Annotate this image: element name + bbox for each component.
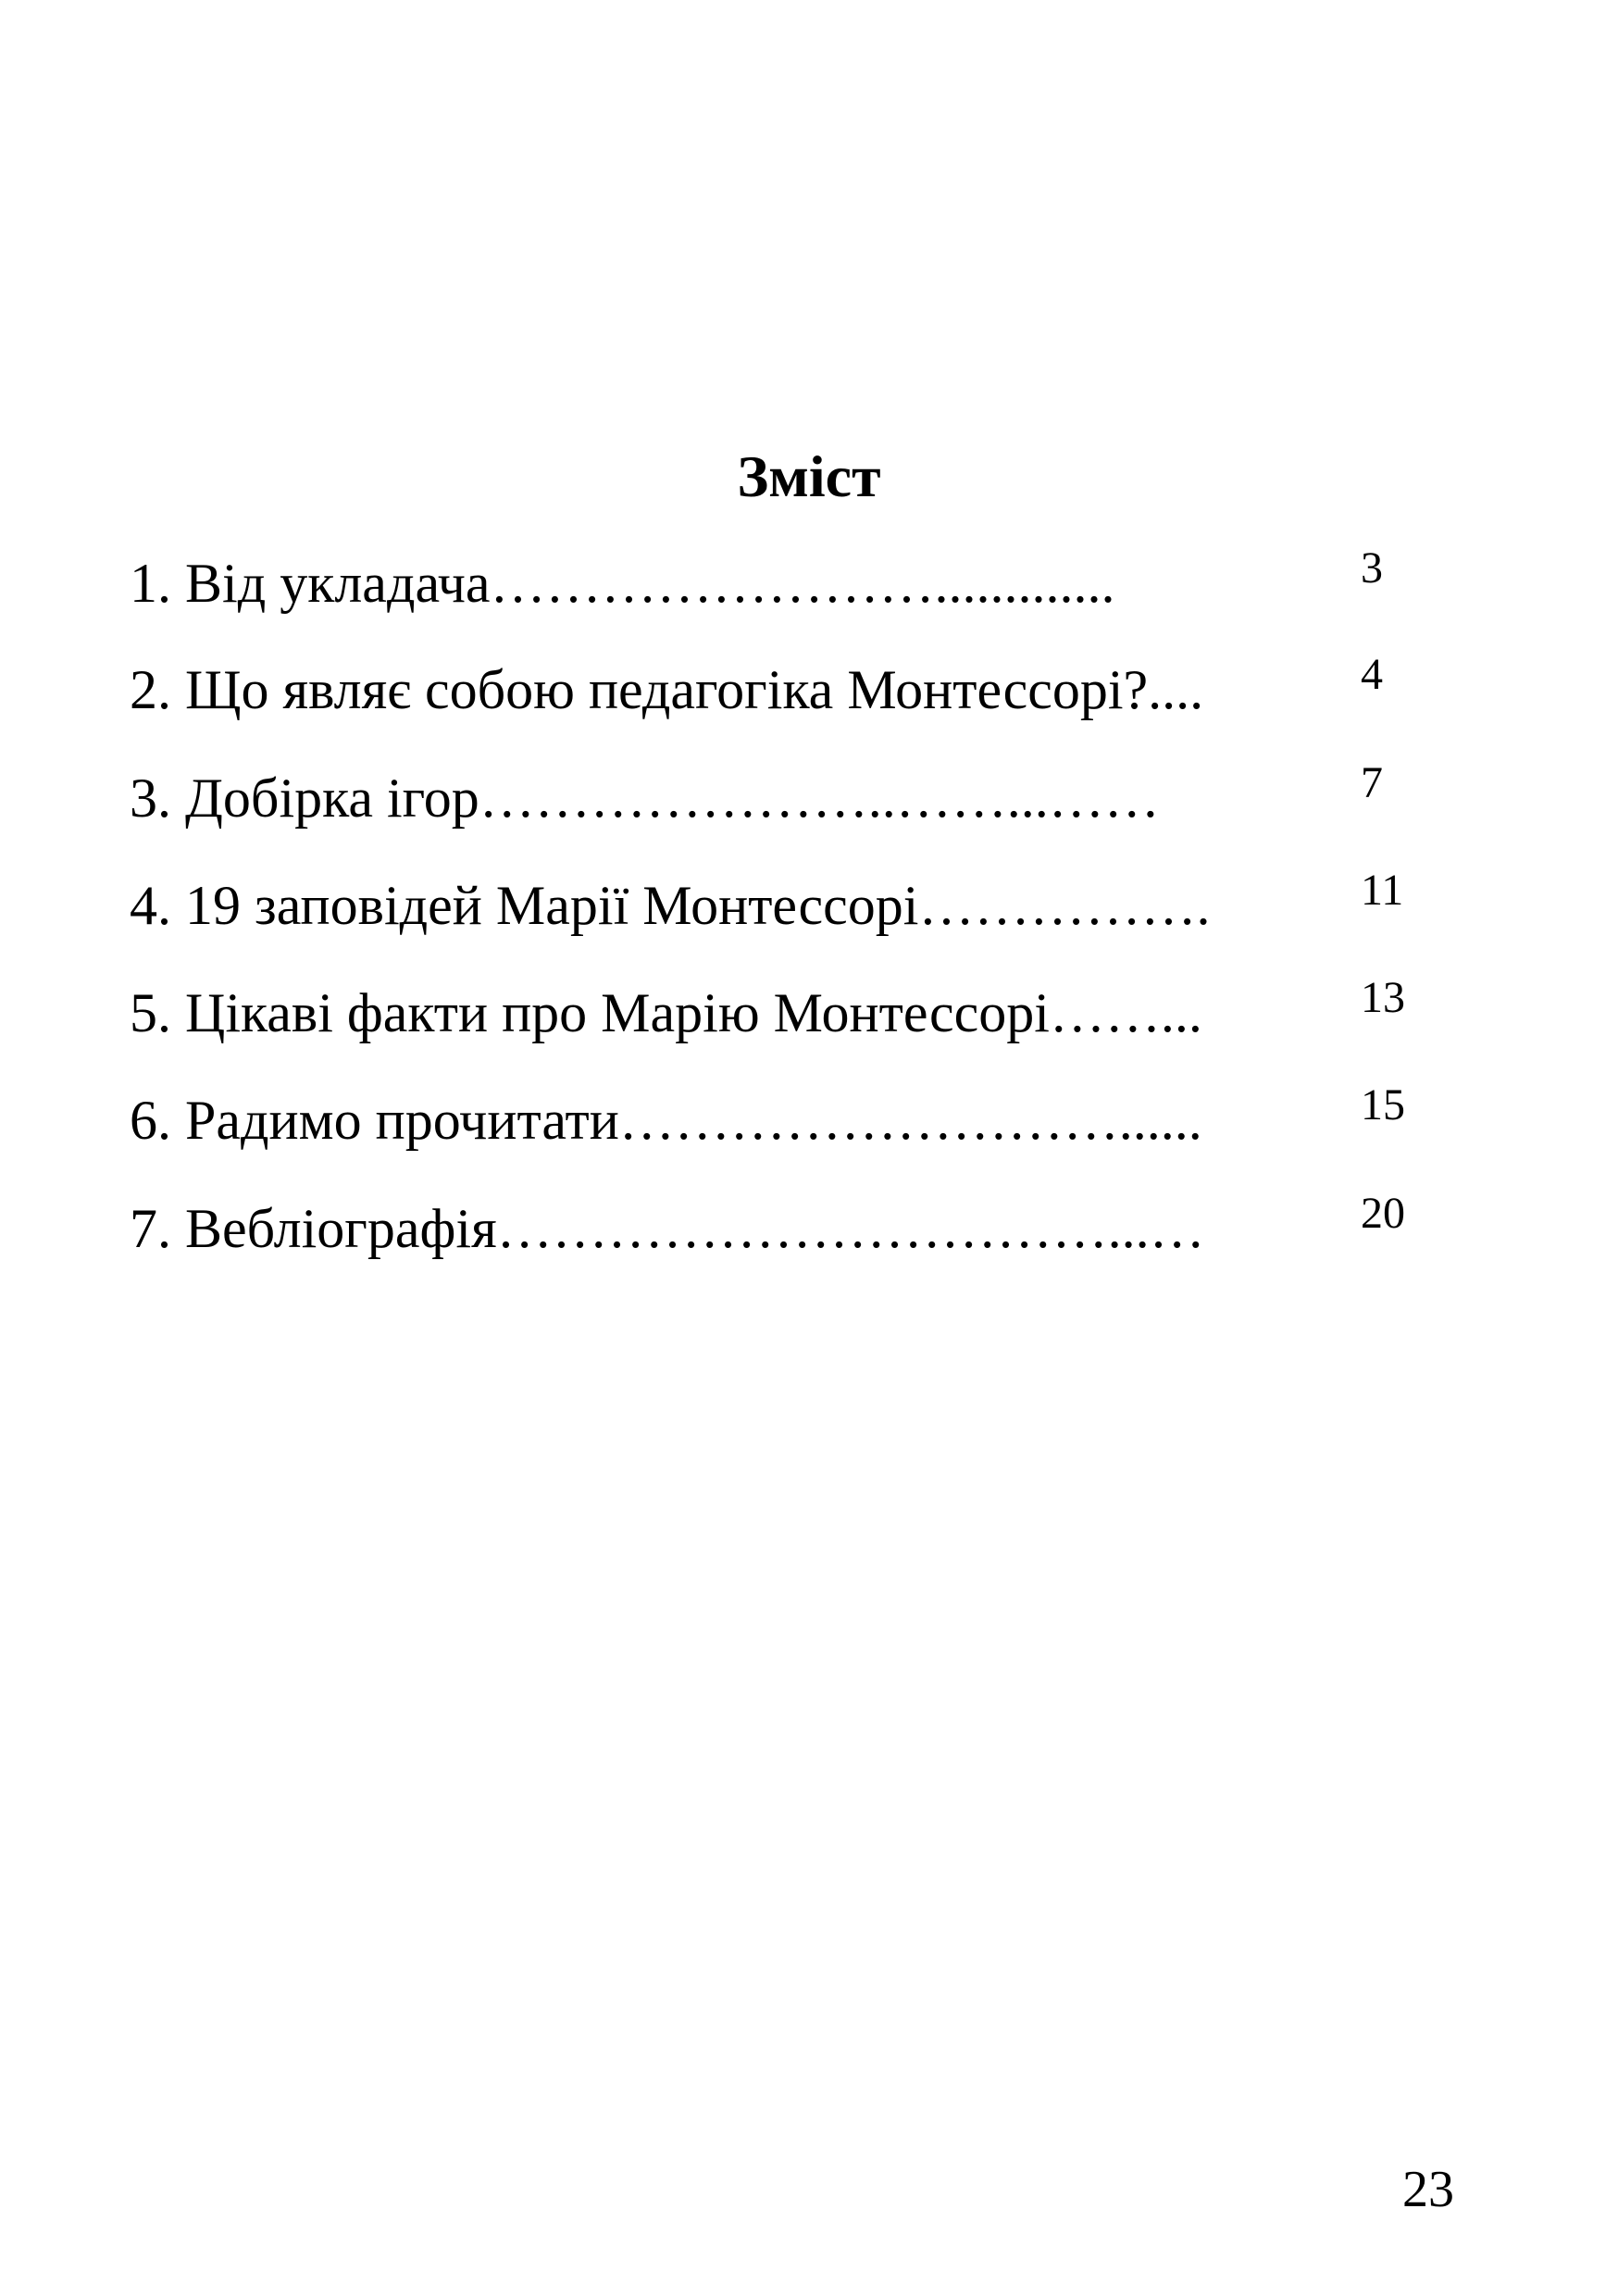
toc-entry [130, 868, 1444, 942]
toc-entry-page: 4 [1361, 650, 1383, 699]
toc-entry [130, 973, 1444, 1050]
toc-entry-text: 3. Добірка ігор…………………..……...…… [130, 767, 1160, 829]
page-number: 23 [1402, 2161, 1454, 2218]
toc-entry-page: 3 [1361, 543, 1383, 593]
toc-entry [130, 543, 1444, 620]
toc-entry-page: 11 [1361, 866, 1404, 915]
toc-entry-text: 2. Що являє собою педагогіка Монтессорі?.... [130, 659, 1204, 720]
toc-entry-text: 4. 19 заповідей Марії Монтессорі……………. [130, 875, 1211, 936]
toc-entry-text: 6. Радимо прочитати………………………...... [130, 1090, 1202, 1151]
toc-title: Зміст [737, 443, 881, 509]
toc-entry-page: 15 [1361, 1080, 1405, 1129]
toc-entry [130, 650, 1444, 727]
toc-entry-page: 20 [1361, 1189, 1405, 1238]
toc-entry-text: 5. Цікаві факти про Марію Монтессорі……... [130, 982, 1202, 1043]
toc-entry-text: 1. Від укладача……………………............. [130, 553, 1115, 614]
toc-entry [130, 758, 1444, 835]
toc-entry [130, 1189, 1444, 1266]
toc-entry-text: 7. Вебліографія……………………………...… [130, 1198, 1205, 1259]
toc-entry-page: 7 [1361, 758, 1383, 807]
toc-entry-page: 13 [1361, 973, 1405, 1022]
toc-entry [130, 1080, 1444, 1157]
